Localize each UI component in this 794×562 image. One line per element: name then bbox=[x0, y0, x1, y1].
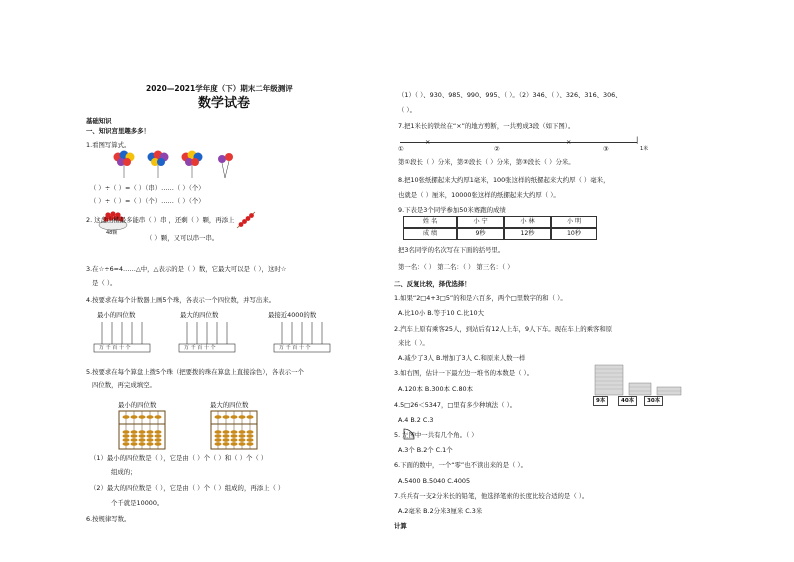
table-header-name: 姓 名 bbox=[403, 216, 457, 228]
table-row-label: 成 绩 bbox=[403, 228, 457, 240]
segment-label-2: ② bbox=[494, 145, 500, 153]
calc-heading: 计算 bbox=[394, 522, 407, 530]
balloon-illustration bbox=[112, 148, 242, 180]
c7-options: A.2毫米 B.2分米3厘米 C.3米 bbox=[398, 507, 483, 515]
q1-line2: （ ）÷（ ）=（ ）（个）……（ ）（个） bbox=[90, 197, 205, 205]
q5-line1: 5.按要求在每个算盘上拨5个珠（把要拨的珠在算盘上直接涂色），各表示一个 bbox=[86, 368, 304, 376]
part1-heading: 一、知识宫里趣多多！ bbox=[86, 127, 150, 135]
balloon-group-2-icon bbox=[148, 151, 169, 179]
table-header-xiaolin: 小 林 bbox=[504, 216, 551, 228]
c6-text: 6.下面的数中，一个“零”也不读出来的是（ ）。 bbox=[394, 461, 527, 469]
q4-label-1: 最小的四位数 bbox=[97, 311, 136, 319]
c2-options: A.减少了3人 B.增加了3人 C.和原来人数一样 bbox=[398, 354, 526, 362]
q2-text: 2. 这盘山楂最多能串（ ）串 ，还剩（ ）颗，再添上 bbox=[86, 216, 235, 224]
q2-line2: （ ）颗，又可以串一串。 bbox=[146, 234, 219, 242]
q7-text: 7.把1米长的铁丝在“×”的地方剪断，一共剪成3段（如下图）。 bbox=[398, 122, 575, 130]
q9-sort: 把3名同学的名次写在下面的括号里。 bbox=[398, 246, 505, 254]
book-label-9: 9本 bbox=[593, 396, 608, 406]
c3-options: A.120本 B.300本 C.80本 bbox=[398, 385, 473, 393]
c2-line1: 2.汽车上原有乘客25人，到站后有12人上车，9人下车。现在车上的乘客和原 bbox=[394, 325, 613, 333]
exam-title: 2020—2021学年度（下）期末二年级测评 bbox=[146, 84, 293, 93]
wire-cut-1: × bbox=[425, 138, 431, 146]
counter-2-units: 万 千 百 十 个 bbox=[184, 345, 216, 351]
q5-b-line2: 个千就是10000。 bbox=[111, 499, 164, 507]
c2-line2: 来比（ ）。 bbox=[398, 339, 429, 347]
q9-rank: 第一名：（ ） 第二名：（ ） 第三名：（ ） bbox=[398, 263, 514, 271]
q2-plate-label: 48颗 bbox=[106, 230, 118, 236]
c4-text: 4.5□26＜5347，□里有多少种填法（ ）。 bbox=[394, 401, 517, 409]
wire-line bbox=[400, 142, 637, 143]
q8-line2: 也就是（ ）厘米，10000张这样的纸摞起来大约厚（ ）。 bbox=[398, 191, 560, 199]
c6-options: A.5400 B.5040 C.4005 bbox=[398, 477, 471, 485]
c5-options: A.3个 B.2个 C.1个 bbox=[398, 446, 453, 454]
q5-label-1: 最小的四位数 bbox=[118, 401, 157, 409]
table-cell-xiaoning: 9秒 bbox=[457, 228, 504, 240]
q1-text: 1.看图写算式。 bbox=[86, 141, 131, 149]
section-basic: 基础知识 bbox=[86, 117, 112, 125]
wire-cut-2: × bbox=[566, 138, 572, 146]
q6-text: 6.按规律写数。 bbox=[86, 515, 131, 523]
table-cell-xiaolin: 12秒 bbox=[504, 228, 551, 240]
q7-answer: 第①段长（ ）分米，第②段长（ ）分米，第③段长（ ）分米。 bbox=[398, 158, 575, 166]
abacus-1-icon bbox=[118, 410, 166, 450]
balloon-pair-icon bbox=[218, 153, 233, 178]
segment-label-1: ① bbox=[398, 145, 404, 153]
segment-label-3: ③ bbox=[603, 145, 609, 153]
q6-line2: （ ）。 bbox=[398, 106, 417, 114]
balloon-group-3-icon bbox=[182, 151, 203, 179]
c1-text: 1.如果“2□4+3□5”的和是六百多，两个□里数字的和（ ）。 bbox=[394, 294, 567, 302]
q5-b-line1: （2）最大的四位数是（ ），它是由（ ）个（ ）组成的，再添上（ ） bbox=[90, 484, 285, 492]
table-header-xiaoning: 小 宁 bbox=[457, 216, 504, 228]
wire-length-label: 1米 bbox=[640, 146, 649, 152]
berry-skewer-icon bbox=[236, 211, 256, 229]
q5-a-line2: 组成的； bbox=[111, 468, 137, 476]
book-label-40: 40本 bbox=[618, 396, 637, 406]
q5-a-line1: （1）最小的四位数是（ ），它是由（ ）个（ ）和（ ）个（ ） bbox=[90, 454, 268, 462]
q9-text: 9.下表是3个同学参加50米赛跑的成绩 bbox=[398, 206, 506, 214]
counter-1-units: 万 千 百 十 个 bbox=[99, 345, 131, 351]
q3-line2: 是（ ）。 bbox=[92, 279, 117, 287]
c7-text: 7.兵兵有一支2分米长的铅笔，他选择笔索的长度比较合适的是（ ）。 bbox=[394, 492, 589, 500]
table-cell-xiaoming: 10秒 bbox=[551, 228, 597, 240]
q1-line1: （ ）÷（ ）=（ ）（串）……（ ）（个） bbox=[90, 184, 205, 192]
balloon-group-1-icon bbox=[114, 151, 135, 179]
wire-end-tick: | bbox=[636, 136, 639, 144]
counter-3-units: 万 千 百 十 个 bbox=[279, 345, 311, 351]
q5-label-2: 最大的四位数 bbox=[210, 401, 249, 409]
q4-label-2: 最大的四位数 bbox=[180, 311, 219, 319]
q6-line1: （1）（ ）、930、985、990、995、（ ）。（2）346、（ ）、326、316、306、 bbox=[398, 91, 622, 99]
book-label-30: 30本 bbox=[644, 396, 663, 406]
abacus-2-icon bbox=[210, 410, 258, 450]
part2-heading: 二、反复比较，择优选择！ bbox=[394, 280, 471, 288]
c4-options: A.4 B.2 C.3 bbox=[398, 416, 434, 424]
q8-line1: 8.把10张纸摞起来大约厚1毫米，100张这样的纸摞起来大约厚（ ）毫米， bbox=[398, 176, 610, 184]
q4-text: 4.按要求在每个计数器上画5个珠，各表示一个四位数，并写出来。 bbox=[86, 296, 276, 304]
c3-text: 3.如右图，估计一下最左边一堆书的本数是（ ）。 bbox=[394, 369, 534, 377]
exam-subtitle: 数学试卷 bbox=[198, 96, 251, 111]
q3-line1: 3.在☆÷6=4……△中，△表示的是（ ）数，它最大可以是（ ），这时☆ bbox=[86, 265, 287, 273]
c5-text: 5. 左图中一共有几个角。（ ） bbox=[394, 431, 478, 439]
table-header-xiaoming: 小 明 bbox=[551, 216, 597, 228]
q5-line2: 四位数，再完成填空。 bbox=[92, 381, 156, 389]
c1-options: A.比10小 B.等于10 C.比10大 bbox=[398, 309, 485, 317]
q4-label-3: 最接近4000的数 bbox=[268, 311, 317, 319]
